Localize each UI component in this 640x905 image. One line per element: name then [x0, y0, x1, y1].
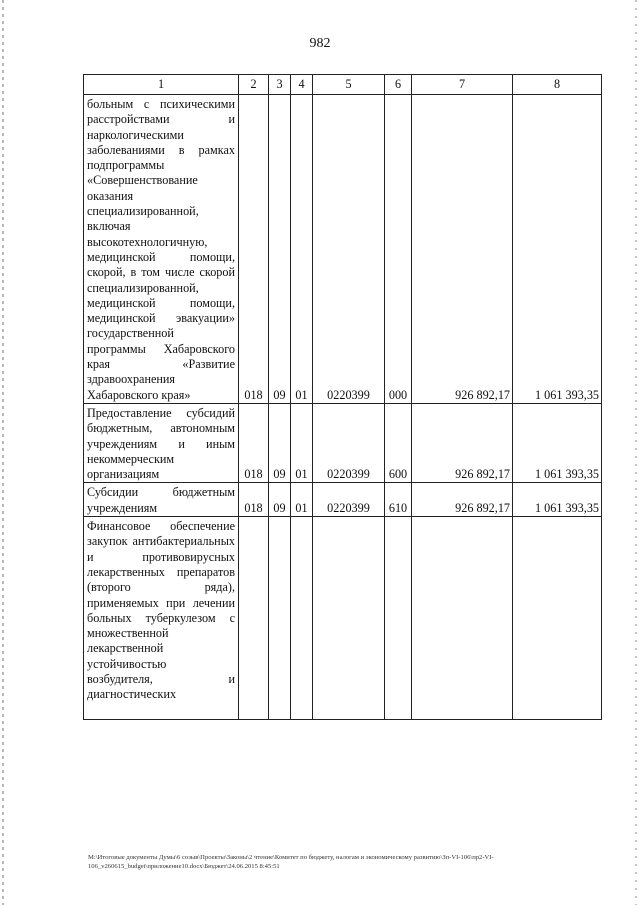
row-sum-2: 1 061 393,35: [513, 95, 602, 404]
budget-table: [83, 74, 602, 720]
row-sum-2: 1 061 393,35: [513, 403, 602, 482]
row-pr: 01: [291, 483, 313, 517]
scan-edge-right: [635, 0, 637, 905]
row-csr: 0220399: [313, 403, 385, 482]
row-pr: [291, 517, 313, 720]
row-sum-1: 926 892,17: [412, 483, 513, 517]
header-col-7: 7: [412, 75, 513, 95]
table-row: [84, 95, 602, 404]
row-vr: 600: [385, 403, 412, 482]
header-col-6: 6: [385, 75, 412, 95]
row-csr: 0220399: [313, 95, 385, 404]
row-sum-1: 926 892,17: [412, 95, 513, 404]
row-grbs: 018: [239, 95, 269, 404]
scan-edge-left: [2, 0, 4, 905]
row-rz: 09: [269, 403, 291, 482]
header-col-8: 8: [513, 75, 602, 95]
header-col-3: 3: [269, 75, 291, 95]
header-col-1: 1: [84, 75, 239, 95]
table-row: [84, 483, 602, 517]
row-name: Финансовое обеспечение закупок антибактериальных и противовирусных лекарственных препаратов (второго ряда), применяемых при лечении больных туберкулезом с множественной лекарственной устойчивостью возбудителя, и диагностических: [84, 517, 239, 720]
row-grbs: 018: [239, 403, 269, 482]
row-vr: [385, 517, 412, 720]
page-number: 982: [309, 36, 331, 51]
row-rz: 09: [269, 95, 291, 404]
header-col-2: 2: [239, 75, 269, 95]
row-csr: [313, 517, 385, 720]
table-row: [84, 403, 602, 482]
row-grbs: [239, 517, 269, 720]
row-sum-1: [412, 517, 513, 720]
footer-file-path: M:\Итоговые документы Думы\6 созыв\Проекты\Законы\2 чтение\Комитет по бюджету, налогам и экономическому развитию\Зп-VI-106\пр2-VI-106_v260615_budget\приложение10.docx\Бюджет\24.06.2015 8:45:51: [88, 854, 494, 870]
row-name: Предоставление субсидий бюджетным, автономным учреждениям и иным некоммерческим организациям: [84, 403, 239, 482]
row-sum-2: [513, 517, 602, 720]
row-vr: 610: [385, 483, 412, 517]
table-row: [84, 517, 602, 720]
row-vr: 000: [385, 95, 412, 404]
row-rz: [269, 517, 291, 720]
row-sum-1: 926 892,17: [412, 403, 513, 482]
header-col-5: 5: [313, 75, 385, 95]
row-rz: 09: [269, 483, 291, 517]
row-grbs: 018: [239, 483, 269, 517]
row-name: Субсидии бюджетным учреждениям: [84, 483, 239, 517]
header-row: [84, 75, 602, 95]
row-pr: 01: [291, 403, 313, 482]
row-pr: 01: [291, 95, 313, 404]
row-sum-2: 1 061 393,35: [513, 483, 602, 517]
row-csr: 0220399: [313, 483, 385, 517]
row-name: больным с психическими расстройствами и наркологическими заболеваниями в рамках подпрограммы «Совершенствование оказания специализированной, включая высокотехнологичную, медицинской помощи, скорой, в том числе скорой специализированной, медицинской помощи, медицинской эвакуации» государственной программы Хабаровского края «Развитие здравоохранения Хабаровского края»: [84, 95, 239, 404]
header-col-4: 4: [291, 75, 313, 95]
